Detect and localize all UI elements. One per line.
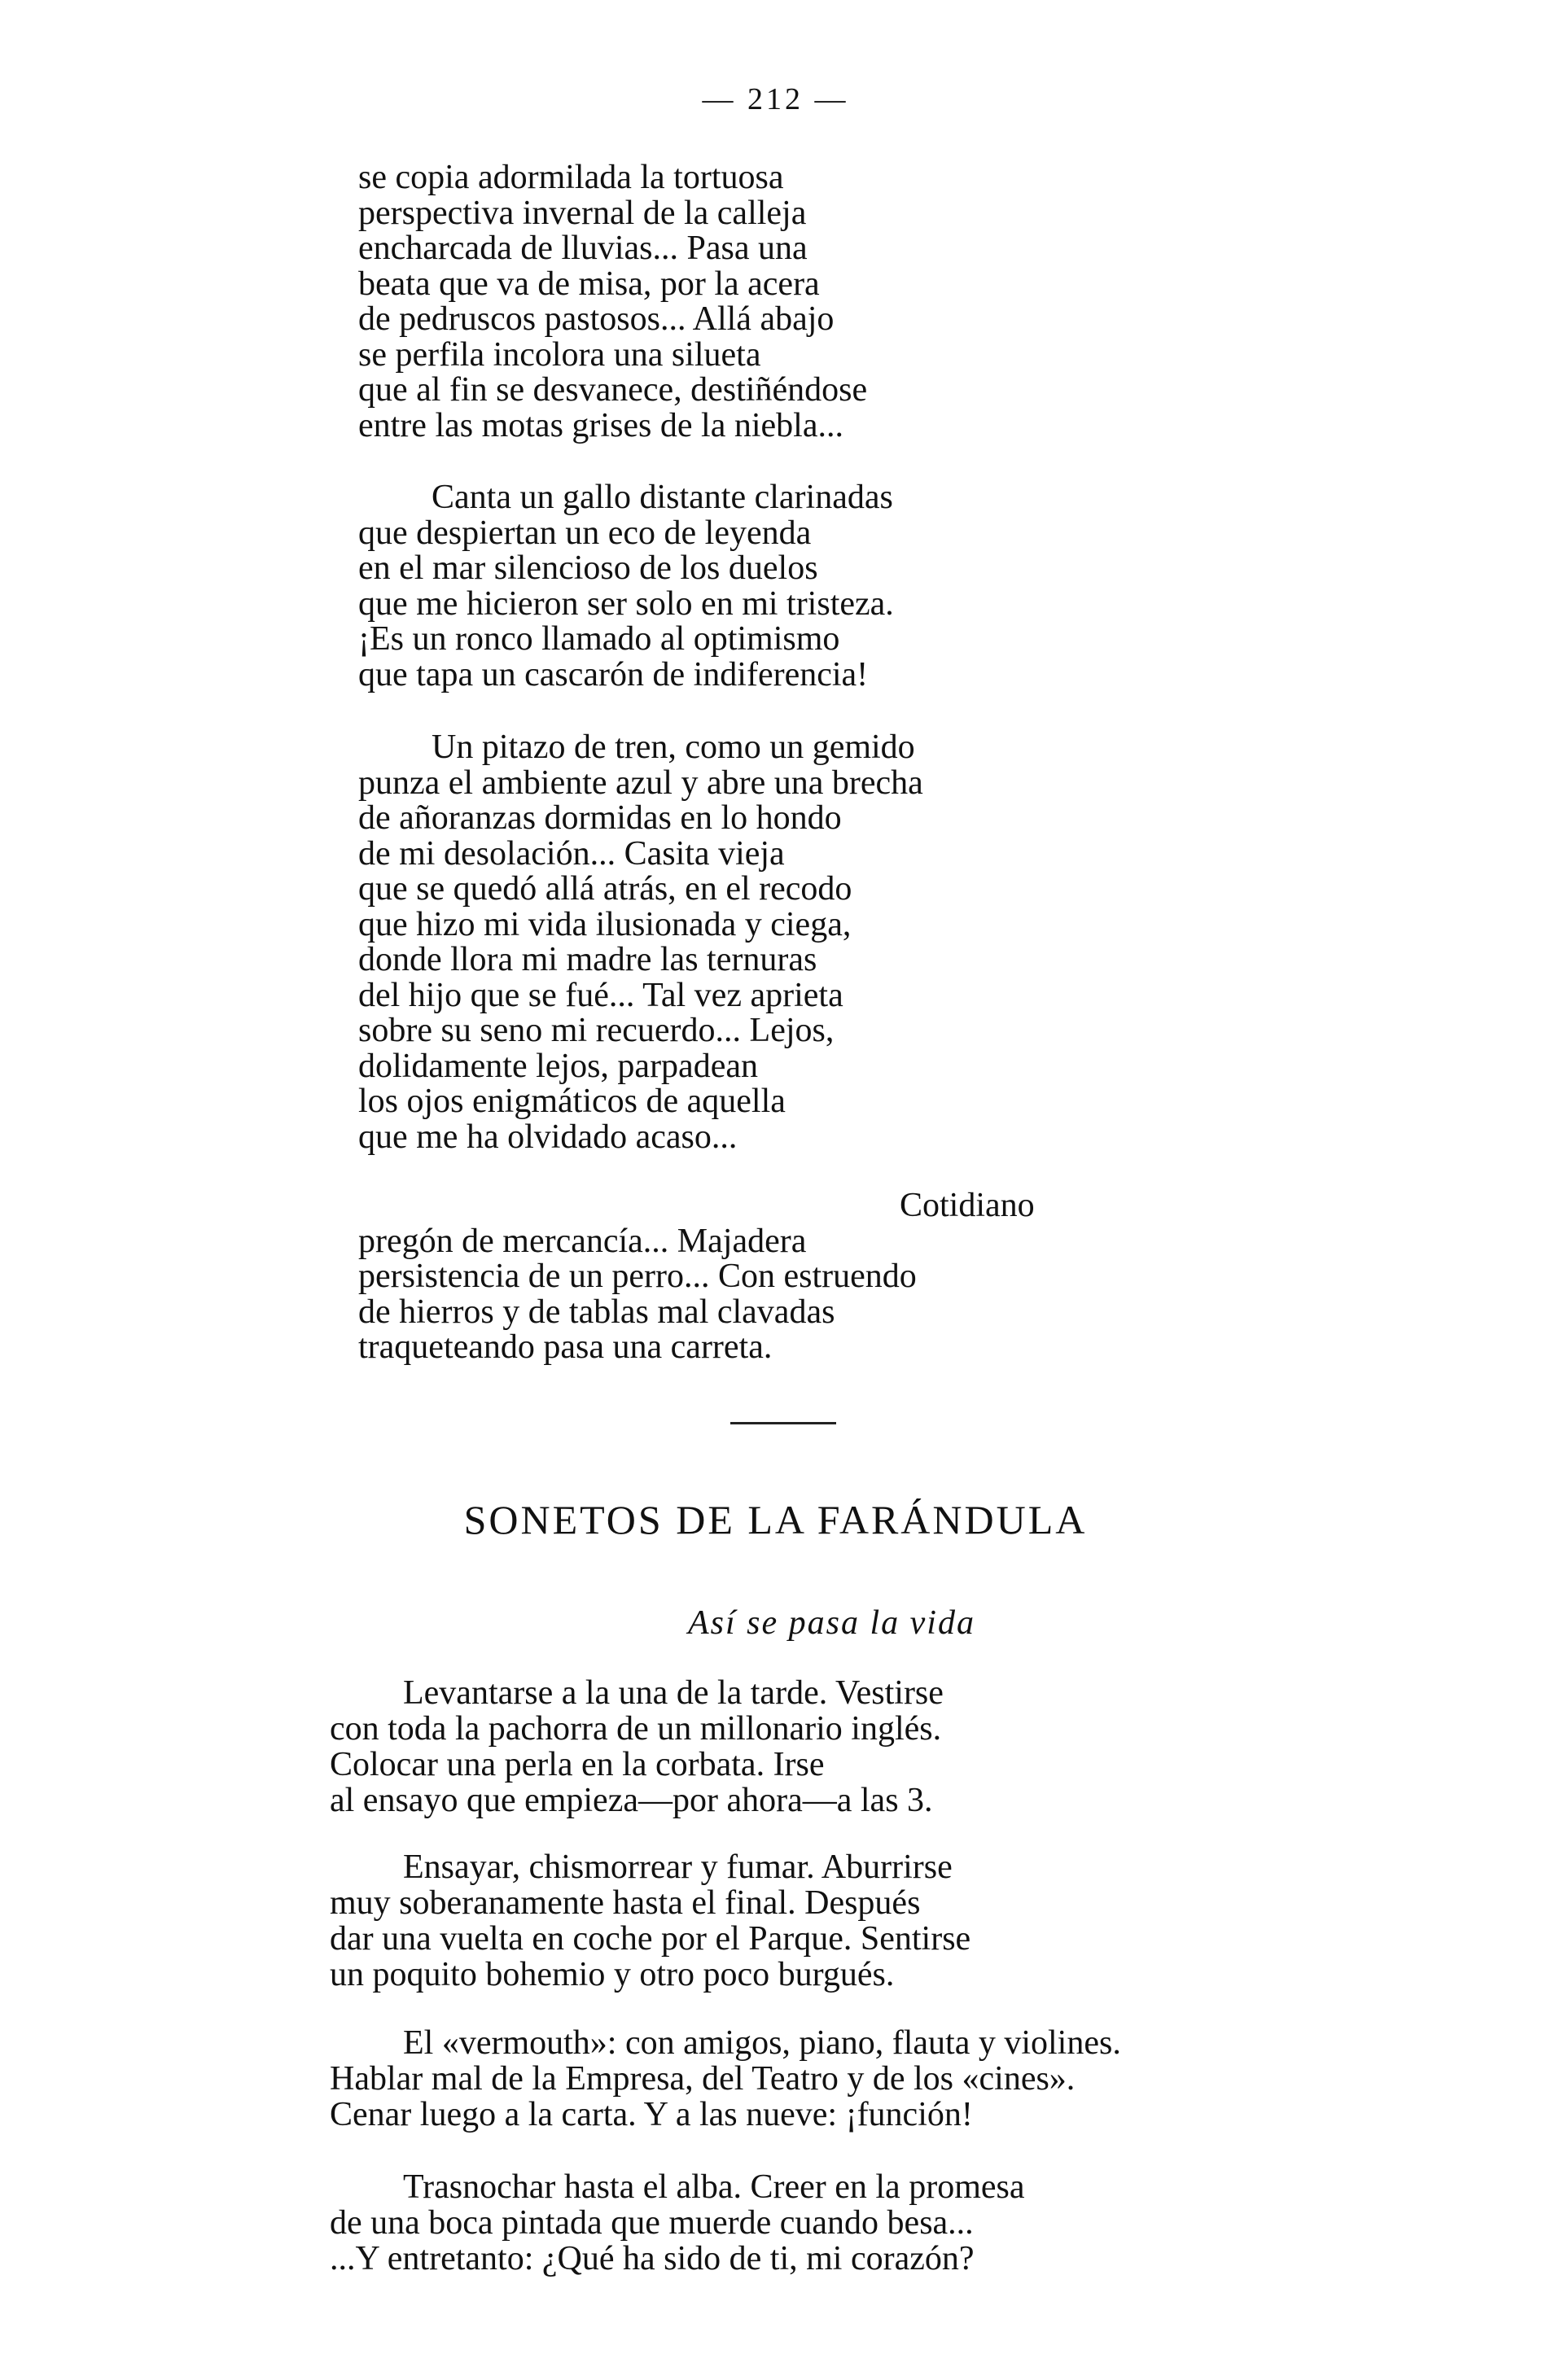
poem-stanza-3 (358, 730, 923, 1155)
verse-line: pregón de mercancía... Majadera (358, 1222, 807, 1260)
verse-line: que tapa un cascarón de indiferencia! (358, 655, 869, 693)
verse-line: punza el ambiente azul y abre una brecha (358, 763, 923, 802)
verse-line: Canta un gallo distante clarinadas (432, 479, 893, 516)
poem-subtitle: Así se pasa la vida (688, 1604, 975, 1642)
verse-line: que hizo mi vida ilusionada y ciega, (358, 905, 852, 943)
poem-stanza-4 (358, 1188, 1035, 1366)
sonnet-quatrain-2 (330, 1849, 970, 1993)
verse-line: de una boca pintada que muerde cuando besa... (330, 2204, 974, 2242)
verse-line: ¡Es un ronco llamado al optimismo (358, 620, 840, 658)
verse-line: Colocar una perla en la corbata. Irse (330, 1746, 825, 1783)
verse-line: los ojos enigmáticos de aquella (358, 1083, 786, 1120)
verse-line: Hablar mal de la Empresa, del Teatro y de los «cines». (330, 2060, 1076, 2098)
verse-line: de hierros y de tablas mal clavadas (358, 1293, 835, 1331)
verse-line: muy soberanamente hasta el final. Después (330, 1884, 921, 1922)
verse-line: que me ha olvidado acaso... (358, 1118, 738, 1156)
verse-line: perspectiva invernal de la calleja (358, 194, 807, 232)
verse-line: de pedruscos pastosos... Allá abajo (358, 300, 835, 338)
verse-line: dar una vuelta en coche por el Parque. Sentirse (330, 1920, 971, 1958)
verse-line: Levantarse a la una de la tarde. Vestirse (403, 1674, 944, 1712)
section-title: SONETOS DE LA FARÁNDULA (463, 1497, 1088, 1542)
verse-line: dolidamente lejos, parpadean (358, 1047, 758, 1085)
sonnet-quatrain-1 (330, 1675, 944, 1818)
verse-line: se perfila incolora una silueta (358, 335, 761, 374)
verse-line: de mi desolación... Casita vieja (358, 834, 785, 873)
poem-stanza-2 (358, 480, 894, 693)
verse-line: ...Y entretanto: ¿Qué ha sido de ti, mi corazón? (330, 2240, 975, 2277)
verse-line: al ensayo que empieza—por ahora—a las 3. (330, 1782, 933, 1819)
page-number: — 212 — (702, 82, 849, 116)
verse-line: entre las motas grises de la niebla... (358, 406, 843, 444)
verse-line: Un pitazo de tren, como un gemido (432, 728, 915, 766)
verse-line: de añoranzas dormidas en lo hondo (358, 799, 842, 837)
sonnet-tercet-1 (330, 2025, 1121, 2133)
verse-line: se copia adormilada la tortuosa (358, 159, 784, 196)
verse-line: que me hicieron ser solo en mi tristeza. (358, 584, 894, 623)
verse-line: Cenar luego a la carta. Y a las nueve: ¡función! (330, 2096, 973, 2133)
verse-line: encharcada de lluvias... Pasa una (358, 230, 808, 267)
verse-line: donde llora mi madre las ternuras (358, 941, 817, 978)
verse-line: Ensayar, chismorrear y fumar. Aburrirse (403, 1848, 953, 1886)
verse-line: traqueteando pasa una carreta. (358, 1328, 773, 1366)
verse-line: que se quedó allá atrás, en el recodo (358, 870, 852, 908)
poem-stanza-1 (358, 160, 867, 444)
section-divider (730, 1422, 836, 1424)
verse-line: El «vermouth»: con amigos, piano, flauta y violines. (403, 2024, 1121, 2062)
verse-line: Trasnochar hasta el alba. Creer en la promesa (403, 2168, 1025, 2206)
verse-line: en el mar silencioso de los duelos (358, 549, 818, 587)
verse-line: que despiertan un eco de leyenda (358, 514, 812, 552)
verse-line: del hijo que se fué... Tal vez aprieta (358, 976, 843, 1014)
verse-line: beata que va de misa, por la acera (358, 265, 820, 303)
verse-line: sobre su seno mi recuerdo... Lejos, (358, 1012, 835, 1049)
verse-line: un poquito bohemio y otro poco burgués. (330, 1956, 895, 1993)
sonnet-tercet-2 (330, 2169, 1025, 2277)
verse-line: persistencia de un perro... Con estruendo (358, 1258, 917, 1295)
verse-line: Cotidiano (900, 1187, 1035, 1224)
verse-line: que al fin se desvanece, destiñéndose (358, 371, 868, 409)
verse-line: con toda la pachorra de un millonario inglés. (330, 1710, 942, 1748)
